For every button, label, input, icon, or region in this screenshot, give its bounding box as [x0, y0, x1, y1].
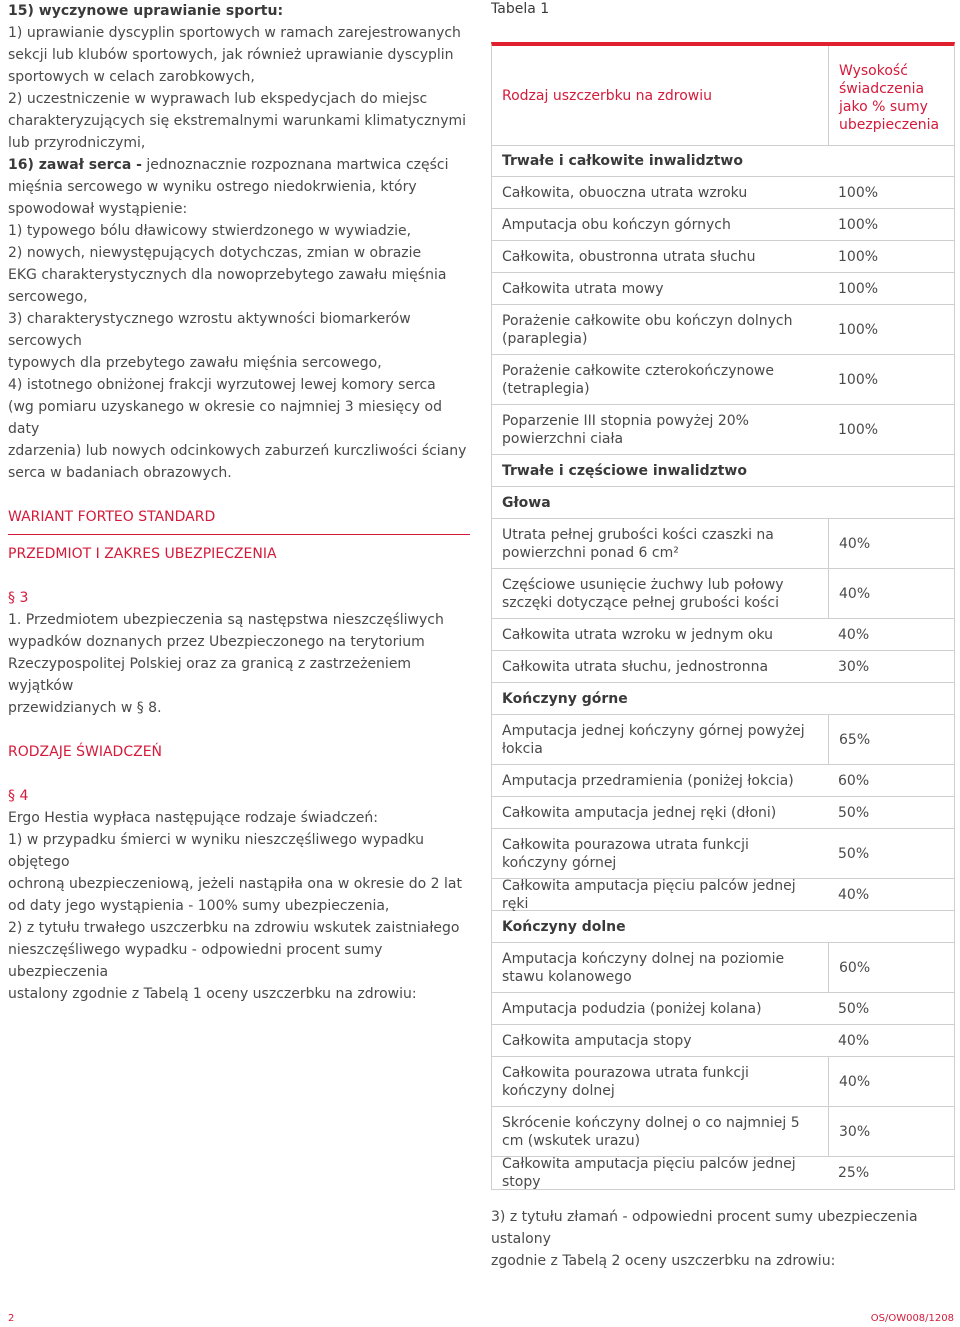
page-number: 2 — [8, 1313, 15, 1324]
table-group-row — [492, 487, 954, 519]
benefit-percent-cell: 40% — [828, 519, 954, 568]
benefit-percent-cell: 50% — [838, 1000, 870, 1017]
item16-list — [8, 176, 473, 484]
paragraph-4-mark: § 4 — [8, 788, 29, 804]
benefit-percent-cell: 100% — [838, 280, 879, 297]
after-table-line: zgodnie z Tabelą 2 oceny uszczerbku na zdrowiu: — [491, 1253, 836, 1269]
injury-type-cell: Porażenie całkowite obu kończyn dolnych (paraplegia) — [502, 312, 793, 347]
benefits-heading: RODZAJE ŚWIADCZEŃ — [8, 744, 163, 760]
table-group-row — [492, 683, 954, 715]
table-row — [492, 1157, 954, 1189]
benefit-percent-cell: 60% — [828, 943, 954, 992]
paragraph-3-line: Rzeczypospolitej Polskiej oraz za granicą z zastrzeżeniem wyjątków — [8, 656, 412, 694]
injury-type-cell: Skrócenie kończyny dolnej o co najmniej 5 cm (wskutek urazu) — [502, 1114, 800, 1149]
injury-table — [491, 42, 955, 1190]
injury-type-cell: Amputacja obu kończyn górnych — [502, 216, 731, 233]
table-row — [492, 797, 954, 829]
injury-type-cell: Utrata pełnej grubości kości czaszki na powierzchni ponad 6 cm² — [502, 526, 774, 561]
item16-line: mięśnia sercowego w wyniku ostrego niedokrwienia, który — [8, 179, 417, 195]
benefit-percent-cell: 40% — [828, 569, 954, 618]
table-row — [492, 305, 954, 355]
injury-type-cell: Całkowita utrata słuchu, jednostronna — [502, 658, 769, 675]
after-table-line: 3) z tytułu złamań - odpowiedni procent sumy ubezpieczenia ustalony — [491, 1209, 918, 1247]
paragraph-4-line: nieszczęśliwego wypadku - odpowiedni procent sumy ubezpieczenia — [8, 942, 383, 980]
paragraph-3-text — [8, 609, 473, 719]
table-row — [492, 569, 954, 619]
table-row — [492, 943, 954, 993]
table-row — [492, 715, 954, 765]
item16-line: zdarzenia) lub nowych odcinkowych zaburzeń kurczliwości ściany — [8, 443, 467, 459]
benefit-percent-cell: 100% — [838, 371, 879, 388]
table-row — [492, 519, 954, 569]
table-row — [492, 273, 954, 305]
item16-line: 3) charakterystycznego wzrostu aktywności biomarkerów sercowych — [8, 311, 411, 349]
benefit-percent-cell: 25% — [838, 1165, 870, 1181]
injury-type-cell: Amputacja podudzia (poniżej kolana) — [502, 1000, 762, 1017]
paragraph-3-line: wypadków doznanych przez Ubezpieczonego na terytorium — [8, 634, 425, 650]
table-body — [492, 146, 954, 1189]
table-row — [492, 405, 954, 455]
group-label: Trwałe i całkowite inwalidztwo — [502, 153, 743, 169]
after-table-text — [491, 1206, 956, 1272]
paragraph-3-line: przewidzianych w § 8. — [8, 700, 162, 716]
injury-type-cell: Porażenie całkowite czterokończynowe (tetraplegia) — [502, 362, 774, 397]
item16-line: 1) typowego bólu dławicowy stwierdzonego w wywiadzie, — [8, 223, 412, 239]
paragraph-3-line: 1. Przedmiotem ubezpieczenia są następstwa nieszczęśliwych — [8, 612, 444, 628]
table-row — [492, 651, 954, 683]
injury-type-cell: Całkowita pourazowa utrata funkcji kończyny dolnej — [502, 1064, 749, 1099]
injury-type-cell: Całkowita amputacja pięciu palców jednej stopy — [502, 1156, 796, 1190]
injury-type-cell: Całkowita, obustronna utrata słuchu — [502, 248, 756, 265]
group-label: Trwałe i częściowe inwalidztwo — [502, 462, 747, 479]
table-group-row — [492, 146, 954, 177]
item16-line: sercowego, — [8, 289, 88, 305]
group-label: Kończyny górne — [502, 690, 628, 707]
group-label: Głowa — [502, 494, 551, 511]
subject-heading: PRZEDMIOT I ZAKRES UBEZPIECZENIA — [8, 546, 277, 562]
benefit-percent-cell: 40% — [838, 1032, 870, 1049]
injury-type-cell: Całkowita amputacja jednej ręki (dłoni) — [502, 804, 777, 821]
injury-type-cell: Poparzenie III stopnia powyżej 20% powierzchni ciała — [502, 412, 749, 447]
table-row — [492, 993, 954, 1025]
benefit-percent-cell: 100% — [838, 216, 879, 233]
table-row — [492, 177, 954, 209]
benefit-percent-cell: 40% — [838, 626, 870, 643]
benefit-percent-cell: 65% — [828, 715, 954, 764]
left-column — [8, 0, 473, 1005]
table-row — [492, 355, 954, 405]
column-header-injury-type: Rodzaj uszczerbku na zdrowiu — [502, 87, 712, 104]
item15-line: lub przyrodniczymi, — [8, 135, 146, 151]
table-row — [492, 1057, 954, 1107]
paragraph-4-line: Ergo Hestia wypłaca następujące rodzaje świadczeń: — [8, 810, 378, 826]
item16-line: 2) nowych, niewystępujących dotychczas, zmian w obrazie — [8, 245, 422, 261]
paragraph-4-text — [8, 807, 473, 1005]
paragraph-4-line: ustalony zgodnie z Tabelą 1 oceny uszczerbku na zdrowiu: — [8, 986, 417, 1002]
benefit-percent-cell: 100% — [838, 421, 879, 438]
benefit-percent-cell: 50% — [838, 845, 870, 862]
item16-first-line — [8, 154, 473, 176]
benefit-percent-cell: 40% — [838, 886, 870, 903]
item16-line: EKG charakterystycznych dla nowoprzebytego zawału mięśnia — [8, 267, 447, 283]
injury-type-cell: Amputacja kończyny dolnej na poziomie stawu kolanowego — [502, 950, 785, 985]
injury-type-cell: Amputacja jednej kończyny górnej powyżej łokcia — [502, 722, 805, 757]
benefit-percent-cell: 60% — [838, 772, 870, 789]
document-code: OS/OW008/1208 — [870, 1313, 954, 1324]
table-row — [492, 1107, 954, 1157]
item16-label: 16) zawał serca - — [8, 157, 142, 173]
table-row — [492, 829, 954, 879]
table-row — [492, 1025, 954, 1057]
injury-type-cell: Całkowita pourazowa utrata funkcji kończyny górnej — [502, 836, 749, 871]
item15-line: 1) uprawianie dyscyplin sportowych w ramach zarejestrowanych — [8, 25, 461, 41]
table-caption: Tabela 1 — [491, 1, 550, 17]
table-row — [492, 209, 954, 241]
item16-line: 4) istotnego obniżonej frakcji wyrzutowej lewej komory serca — [8, 377, 436, 393]
benefit-percent-cell: 40% — [828, 1057, 954, 1106]
item15-title: 15) wyczynowe uprawianie sportu: — [8, 3, 284, 19]
section-divider — [8, 534, 470, 535]
paragraph-4-line: 1) w przypadku śmierci w wyniku nieszczęśliwego wypadku objętego — [8, 832, 425, 870]
injury-type-cell: Całkowita utrata wzroku w jednym oku — [502, 626, 774, 643]
paragraph-4-line: ochroną ubezpieczeniową, jeżeli nastąpiła ona w okresie do 2 lat — [8, 876, 462, 892]
item15-list — [8, 22, 473, 154]
injury-type-cell: Całkowita amputacja pięciu palców jednej ręki — [502, 877, 796, 912]
group-label: Kończyny dolne — [502, 918, 626, 935]
benefit-percent-cell: 100% — [838, 184, 879, 201]
item15-line: charakteryzujących się ekstremalnymi warunkami klimatycznymi — [8, 113, 467, 129]
paragraph-4-line: 2) z tytułu trwałego uszczerbku na zdrowiu wskutek zaistniałego — [8, 920, 460, 936]
item16-line: (wg pomiaru uzyskanego w okresie co najmniej 3 miesięcy od daty — [8, 399, 442, 437]
item16-line: typowych dla przebytego zawału mięśnia sercowego, — [8, 355, 382, 371]
injury-type-cell: Całkowita amputacja stopy — [502, 1032, 692, 1049]
benefit-percent-cell: 30% — [828, 1107, 954, 1156]
item16-line: serca w badaniach obrazowych. — [8, 465, 232, 481]
injury-type-cell: Całkowita utrata mowy — [502, 280, 664, 297]
benefit-percent-cell: 100% — [838, 321, 879, 338]
table-row — [492, 879, 954, 911]
column-header-benefit: Wysokość świadczenia jako % sumy ubezpieczenia — [828, 46, 954, 145]
benefit-percent-cell: 100% — [838, 248, 879, 265]
variant-heading: WARIANT FORTEO STANDARD — [8, 509, 216, 525]
benefit-percent-cell: 30% — [838, 658, 870, 675]
item15-line: sportowych w celach zarobkowych, — [8, 69, 255, 85]
injury-type-cell: Częściowe usunięcie żuchwy lub połowy szczęki dotyczące pełnej grubości kości — [502, 576, 784, 611]
injury-type-cell: Całkowita, obuoczna utrata wzroku — [502, 184, 748, 201]
item16-definition-start: jednoznacznie rozpoznana martwica części — [141, 157, 449, 173]
table-row — [492, 619, 954, 651]
table-row — [492, 765, 954, 797]
item15-line: 2) uczestniczenie w wyprawach lub ekspedycjach do miejsc — [8, 91, 428, 107]
table-group-row — [492, 455, 954, 487]
table-row — [492, 241, 954, 273]
table-group-row — [492, 911, 954, 943]
item15-line: sekcji lub klubów sportowych, jak również uprawianie dyscyplin — [8, 47, 454, 63]
item16-line: spowodował wystąpienie: — [8, 201, 188, 217]
paragraph-3-mark: § 3 — [8, 590, 29, 606]
injury-type-cell: Amputacja przedramienia (poniżej łokcia) — [502, 772, 794, 789]
paragraph-4-line: od daty jego wystąpienia - 100% sumy ubezpieczenia, — [8, 898, 390, 914]
benefit-percent-cell: 50% — [838, 804, 870, 821]
table-header-row — [492, 46, 954, 146]
